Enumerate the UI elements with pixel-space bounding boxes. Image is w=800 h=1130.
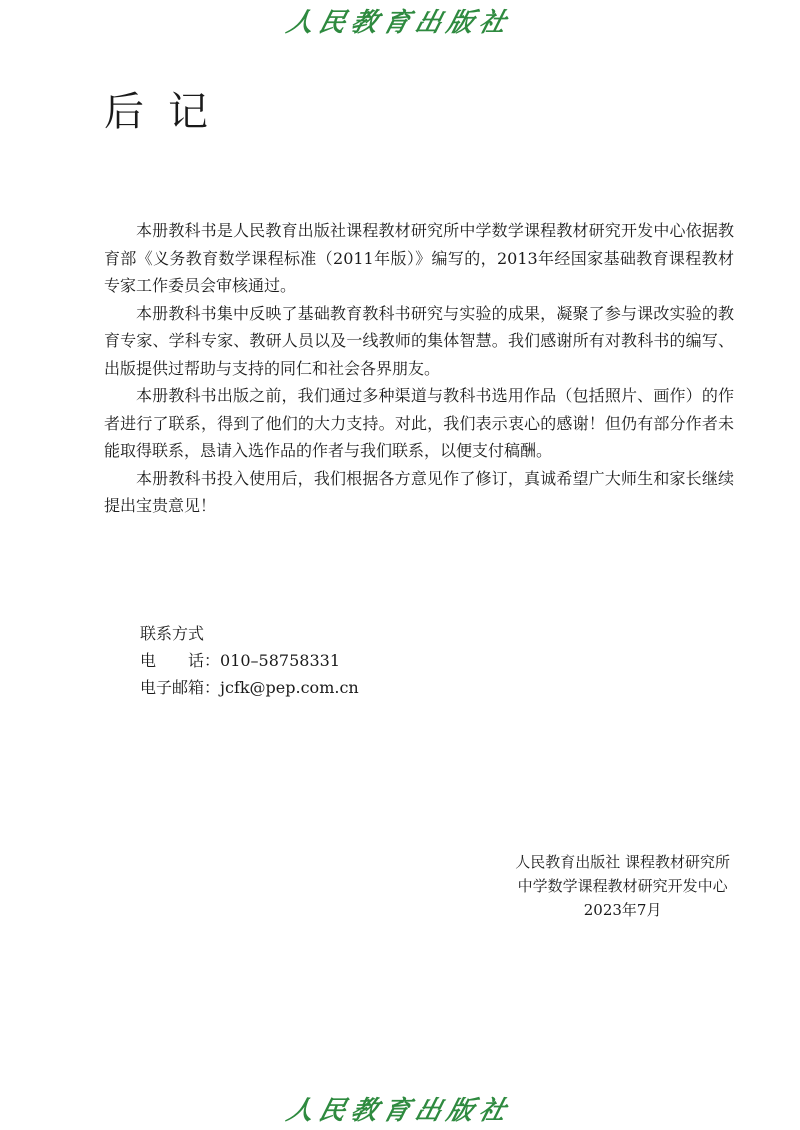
publisher-logo-bottom: 人民教育出版社 [283,1096,516,1126]
email-value: jcfk@pep.com.cn [220,678,359,697]
contact-heading: 联系方式 [140,624,205,643]
signature-block [515,850,730,922]
contact-email-row [140,674,359,701]
afterword-body [104,217,734,520]
phone-value: 010–58758331 [220,651,340,670]
signature-line-2: 中学数学课程教材研究开发中心 [517,877,728,895]
signature-date: 2023年7月 [583,901,662,919]
paragraph-3: 本册教科书出版之前，我们通过多种渠道与教科书选用作品（包括照片、画作）的作者进行了联系，得到了他们的大力支持。对此，我们表示衷心的感谢！但仍有部分作者未能取得联系，恳请入选作品的作者与我们联系，以便支付稿酬。 [104,386,734,460]
paragraph-2: 本册教科书集中反映了基础教育教科书研究与实验的成果，凝聚了参与课改实验的教育专家、学科专家、教研人员以及一线教师的集体智慧。我们感谢所有对教科书的编写、出版提供过帮助与支持的同仁和社会各界朋友。 [104,303,734,378]
publisher-logo-top: 人民教育出版社 [283,8,516,38]
paragraph-1: 本册教科书是人民教育出版社课程教材研究所中学数学课程教材研究开发中心依据教育部《义务教育数学课程标准（2011年版）》编写的，2013年经国家基础教育课程教材专家工作委员会审核通过。 [104,221,734,295]
paragraph-4: 本册教科书投入使用后，我们根据各方意见作了修订，真诚希望广大师生和家长继续提出宝贵意见！ [104,468,734,515]
email-label: 电子邮箱： [140,678,221,697]
contact-block [140,620,359,701]
signature-line-1: 人民教育出版社 课程教材研究所 [515,853,730,871]
phone-label: 电 话： [140,651,221,670]
contact-phone-row [140,647,359,674]
page-title: 后记 [104,89,232,135]
